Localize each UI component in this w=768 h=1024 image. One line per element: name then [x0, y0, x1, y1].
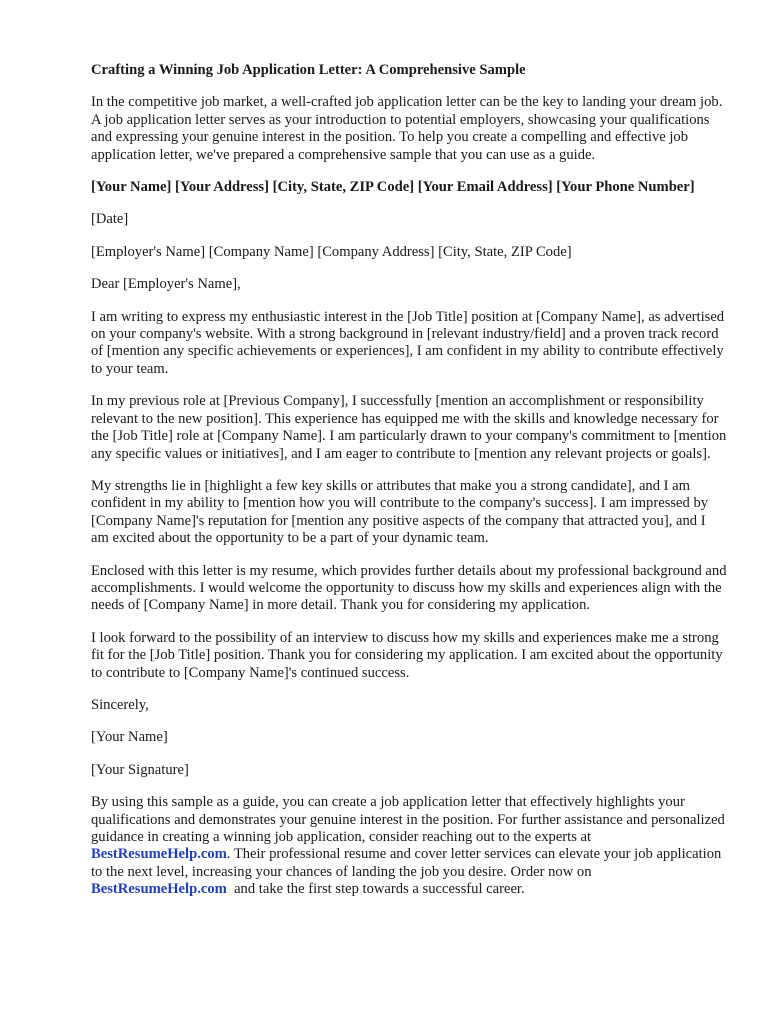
sender-contact-line: [Your Name] [Your Address] [City, State, ZIP Code] [Your Email Address] [Your Phone Number]	[91, 179, 695, 196]
outro-text-3: and take the first step towards a successful career.	[234, 881, 525, 898]
document-page	[91, 62, 727, 914]
body-paragraph-1: I am writing to express my enthusiastic interest in the [Job Title] position at [Company Name], as advertised on your company's website. With a strong background in [relevant industry/field] and a proven track record of [mention any specific achievements or experiences], I am confident in my ability to contribute effectively to your team.	[91, 308, 725, 377]
outro-text-2: . Their professional resume and cover letter services can elevate your job application to the next level, increasing your chances of landing the job you desire. Order now on	[91, 846, 722, 880]
signature-name: [Your Name]	[91, 729, 168, 746]
body-paragraph-3: My strengths lie in [highlight a few key skills or attributes that make you a strong candidate], and I am confident in my ability to [mention how you will contribute to the company's success]. I am impressed by [Company Name]'s reputation for [mention any positive aspects of the company that attracted you], and I am excited about the opportunity to be a part of your dynamic team.	[91, 477, 709, 547]
employer-address-line: [Employer's Name] [Company Name] [Company Address] [City, State, ZIP Code]	[91, 243, 572, 260]
date-line: [Date]	[91, 211, 129, 228]
intro-paragraph: In the competitive job market, a well-crafted job application letter can be the key to landing your dream job. A job application letter serves as your introduction to potential employers, showcasing your qualifications and expressing your genuine interest in the position. To help you create a compelling and effective job application letter, we've prepared a comprehensive sample that you can use as a guide.	[91, 94, 723, 163]
bestresumehelp-link-1[interactable]: BestResumeHelp.com	[91, 846, 227, 863]
salutation: Dear [Employer's Name],	[91, 276, 241, 293]
bestresumehelp-link-2[interactable]: BestResumeHelp.com	[91, 881, 227, 898]
body-paragraph-5: I look forward to the possibility of an interview to discuss how my skills and experiences make me a strong fit for the [Job Title] position. Thank you for considering my application. I am excited about the opportunity to contribute to [Company Name]'s continued success.	[91, 629, 723, 681]
closing: Sincerely,	[91, 696, 149, 713]
outro-paragraph	[91, 794, 727, 898]
page-title: Crafting a Winning Job Application Letter: A Comprehensive Sample	[91, 62, 526, 78]
body-paragraph-2: In my previous role at [Previous Company], I successfully [mention an accomplishment or responsibility relevant to the new position]. This experience has equipped me with the skills and knowledge necessary for the [Job Title] role at [Company Name]. I am particularly drawn to your company's commitment to [mention any specific values or initiatives], and I am eager to contribute to [mention any relevant projects or goals].	[91, 393, 727, 462]
outro-text-1: By using this sample as a guide, you can create a job application letter that effectively highlights your qualifications and demonstrates your genuine interest in the position. For further assistance and personalized guidance in creating a winning job application, consider reaching out to the experts at	[91, 794, 725, 845]
body-paragraph-4: Enclosed with this letter is my resume, which provides further details about my professional background and accomplishments. I would welcome the opportunity to discuss how my skills and experiences align with the needs of [Company Name] in more detail. Thank you for considering my application.	[91, 562, 727, 614]
signature-line: [Your Signature]	[91, 761, 189, 778]
